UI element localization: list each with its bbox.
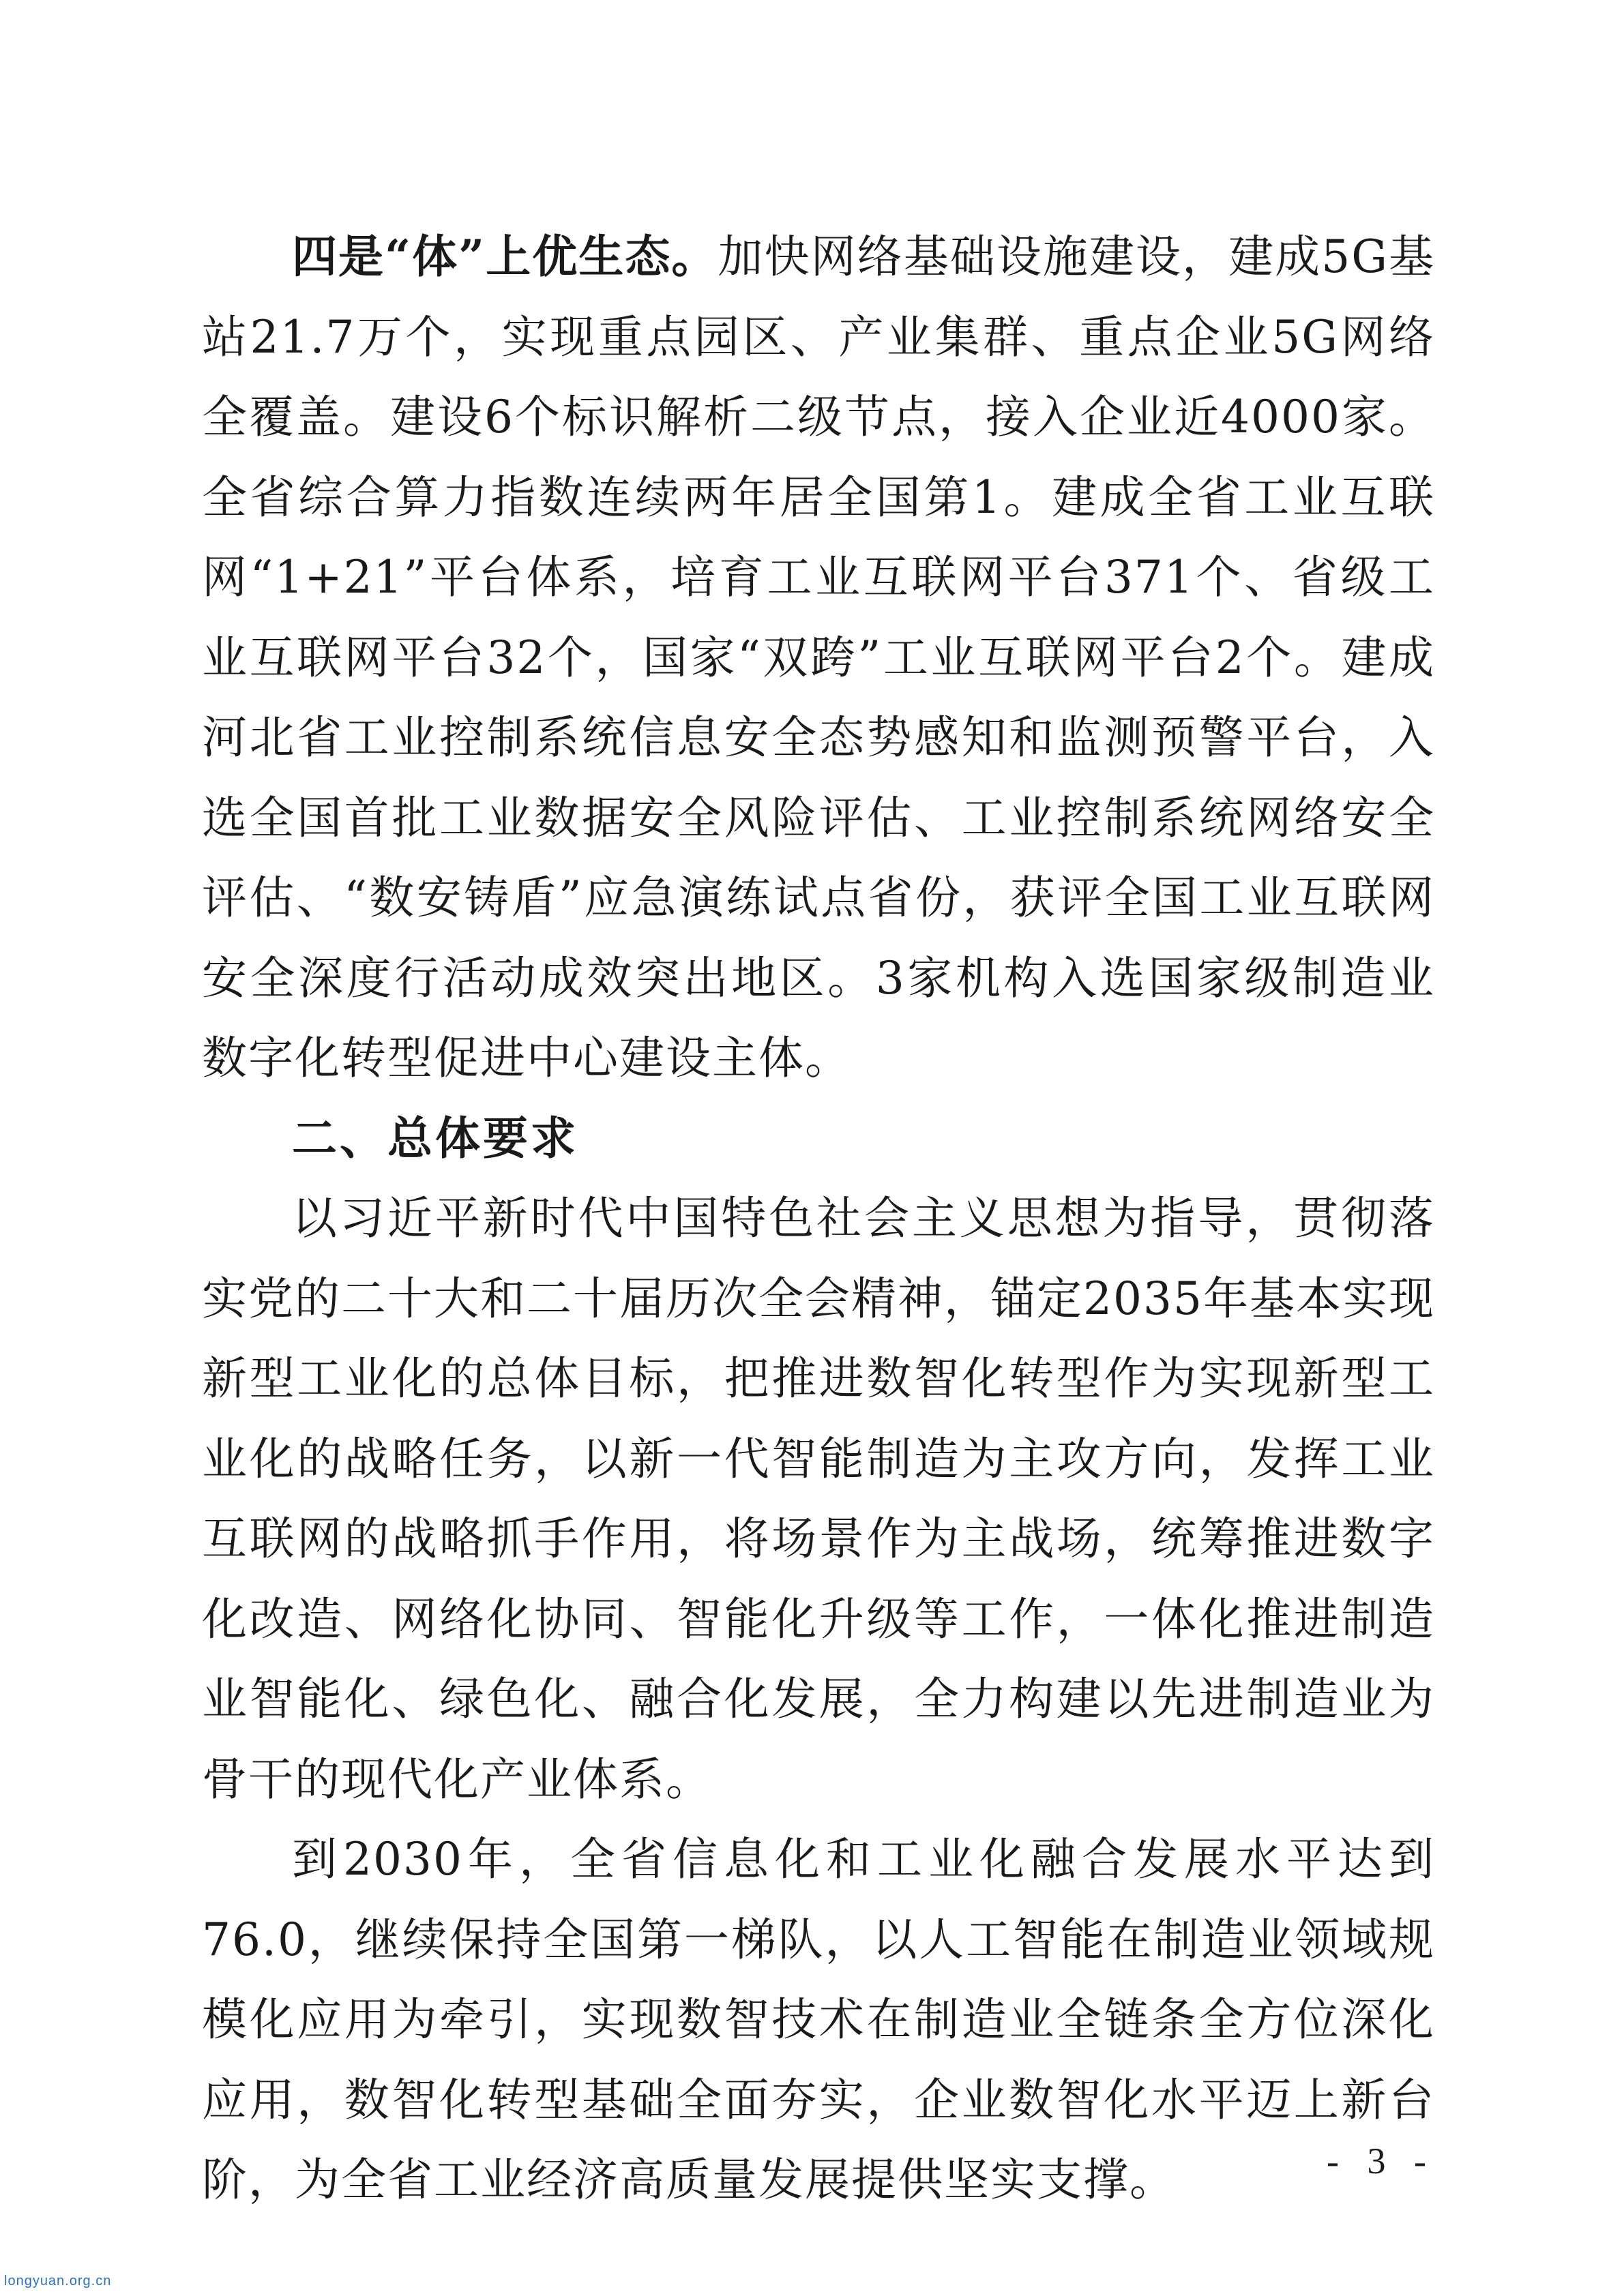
section-four-lead: 四是“体”上优生态。 <box>292 230 718 283</box>
section-four-body: 加快网络基础设施建设，建成5G基站21.7万个，实现重点园区、产业集群、重点企业5G网络全覆盖。建设6个标识解析二级节点，接入企业近4000家。全省综合算力指数连续两年居全国第1。建成全省工业互联网“1+21”平台体系，培育工业互联网平台371个、省级工业互联网平台32个，国家“双跨”工业互联网平台2个。建成河北省工业控制系统信息安全态势感知和监测预警平台，入选全国首批工业数据安全风险评估、工业控制系统网络安全评估、“数安铸盾”应急演练试点省份，获评全国工业互联网安全深度行活动成效突出地区。3家机构入选国家级制造业数字化转型促进中心建设主体。 <box>202 230 1435 1084</box>
section-heading-overall-requirements: 二、总体要求 <box>292 1112 578 1165</box>
paragraph-2030-goal: 到2030年，全省信息化和工业化融合发展水平达到76.0，继续保持全国第一梯队，以人工智能在制造业领域规模化应用为牵引，实现数智技术在制造业全链条全方位深化应用，数智化转型基础全面夯实，企业数智化水平迈上新台阶，为全省工业经济高质量发展提供坚实支撑。 <box>202 1833 1435 2206</box>
page-number: - 3 - <box>1327 2141 1436 2181</box>
document-body <box>202 217 1435 2220</box>
paragraph-section-four <box>202 217 1435 1099</box>
paragraph-guiding-ideology: 以习近平新时代中国特色社会主义思想为指导，贯彻落实党的二十大和二十届历次全会精神，锚定2035年基本实现新型工业化的总体目标，把推进数智化转型作为实现新型工业化的战略任务，以新一代智能制造为主攻方向，发挥工业互联网的战略抓手作用，将场景作为主战场，统筹推进数字化改造、网络化协同、智能化升级等工作，一体化推进制造业智能化、绿色化、融合化发展，全力构建以先进制造业为骨干的现代化产业体系。 <box>202 1192 1435 1806</box>
site-watermark: longyuan.org.cn <box>4 2273 112 2288</box>
